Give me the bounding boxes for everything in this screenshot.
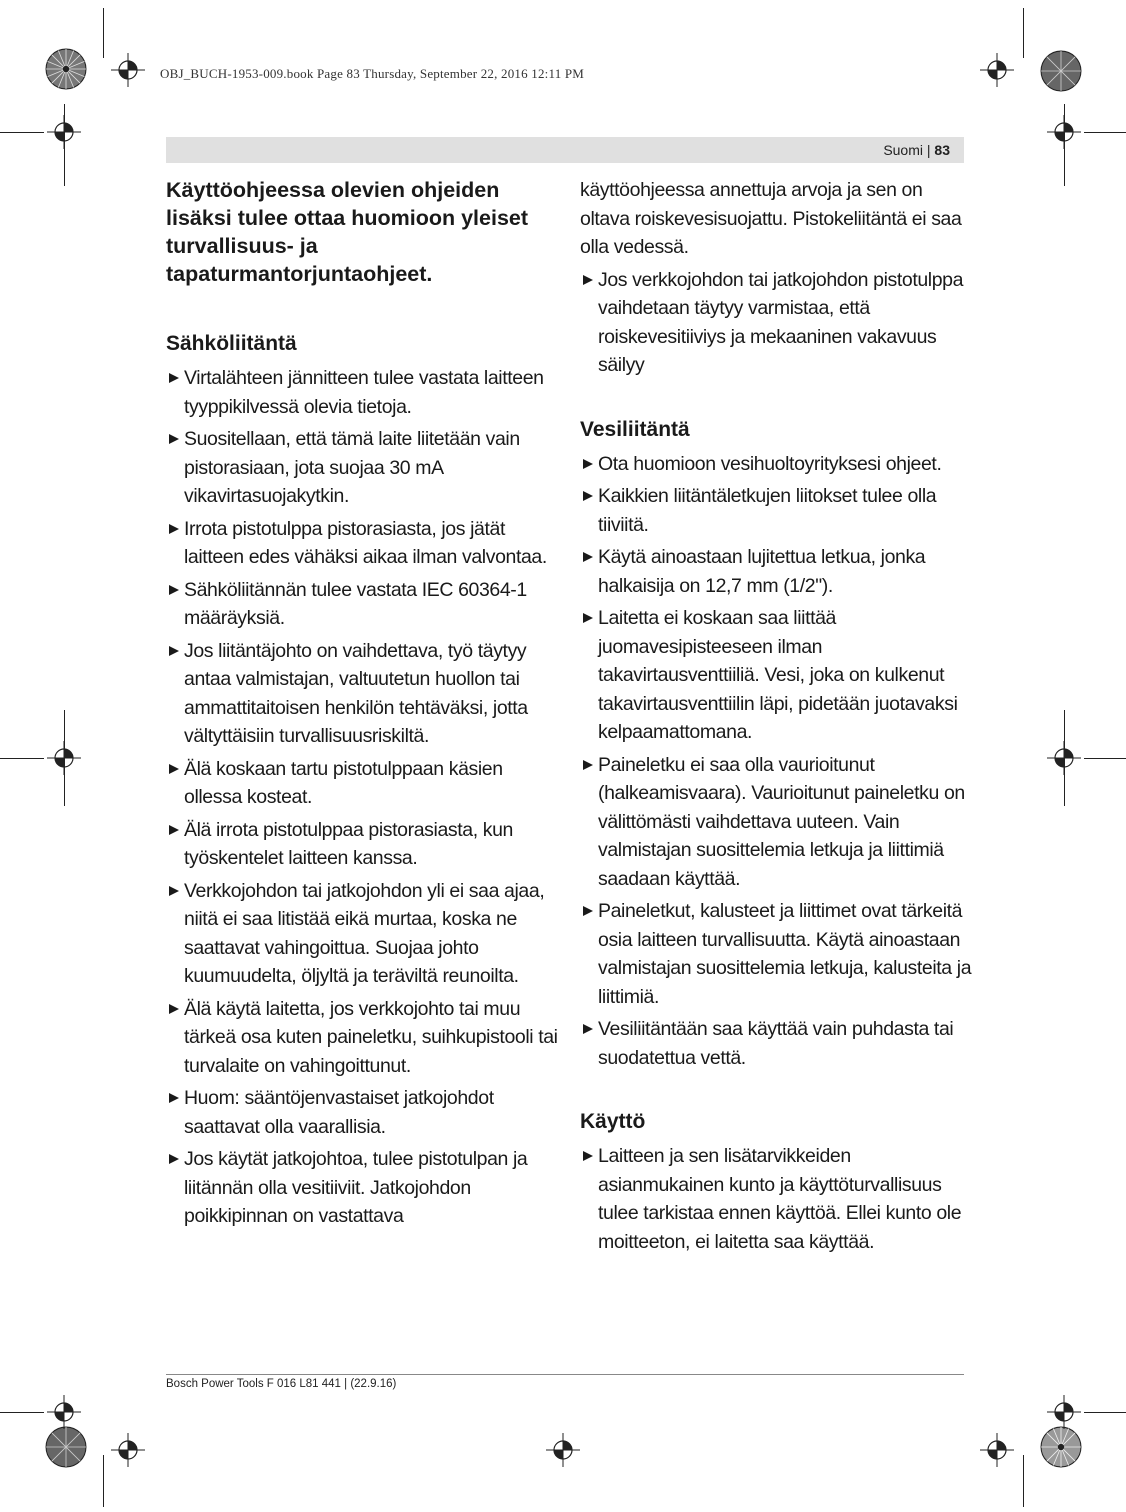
list-item: Älä irrota pistotulppaa pistorasiasta, kun työskentelet laitteen kanssa.: [166, 816, 558, 873]
registration-mark-top-left: [111, 53, 145, 87]
list-item: Huom: sääntöjenvastaiset jatkojohdot saattavat olla vaarallisia.: [166, 1084, 558, 1141]
list-item: Älä koskaan tartu pistotulppaan käsien ollessa kosteat.: [166, 755, 558, 812]
registration-mark-bottom-right: [980, 1433, 1014, 1467]
header-separator: |: [923, 142, 935, 158]
list-item: Jos käytät jatkojohtoa, tulee pistotulpan ja liitännän olla vesitiiviit. Jatkojohdon poikkipinnan on vastattava: [166, 1145, 558, 1231]
registration-mark-bottom-center: [546, 1433, 580, 1467]
electrical-list: [166, 364, 558, 1231]
list-item: Kaikkien liitäntäletkujen liitokset tulee olla tiiviitä.: [580, 482, 972, 539]
list-item: Verkkojohdon tai jatkojohdon yli ei saa ajaa, niitä ei saa litistää eikä murtaa, koska ne saattavat vahingoittua. Suojaa johto kuumuudelta, öljyltä ja teräviltä reunoilta.: [166, 877, 558, 991]
color-target-bottom-left: [45, 1426, 87, 1468]
registration-mark-left-middle: [47, 741, 81, 775]
list-item: Älä käytä laitetta, jos verkkojohto tai muu tärkeä osa kuten paineletku, suihkupistooli tai turvalaite on vahingoittunut.: [166, 995, 558, 1081]
registration-mark-left-upper: [47, 115, 81, 149]
registration-mark-right-middle: [1047, 741, 1081, 775]
running-header: [166, 137, 964, 163]
list-item: Paineletku ei saa olla vaurioitunut (halkeamisvaara). Vaurioitunut paineletku on välittömästi vaihdettava uuteen. Vain valmistajan suosittelemia letkuja ja liittimiä saadaan käyttää.: [580, 751, 972, 894]
page-label: [883, 142, 950, 158]
registration-mark-left-lower: [47, 1395, 81, 1429]
registration-mark-bottom-left: [111, 1433, 145, 1467]
language-label: Suomi: [883, 142, 923, 158]
section-title-electrical: Sähköliitäntä: [166, 332, 297, 355]
color-target-top-right: [1040, 50, 1082, 92]
list-item: Ota huomioon vesihuoltoyrityksesi ohjeet.: [580, 450, 972, 479]
list-item: Vesiliitäntään saa käyttää vain puhdasta tai suodatettua vettä.: [580, 1015, 972, 1072]
right-column: [580, 176, 972, 1260]
list-item: Laitteen ja sen lisätarvikkeiden asianmukainen kunto ja käyttöturvallisuus tulee tarkistaa ennen käyttöä. Ellei kunto ole moitteeton, ei laitetta saa käyttää.: [580, 1142, 972, 1256]
list-item: Jos liitäntäjohto on vaihdettava, työ täytyy antaa valmistajan, valtuutetun huollon tai ammattitaitoisen henkilön tehtäväksi, jotta vältyttäisiin turvallisuusriskiltä.: [166, 637, 558, 751]
list-item: Sähköliitännän tulee vastata IEC 60364-1 määräyksiä.: [166, 576, 558, 633]
list-item: Virtalähteen jännitteen tulee vastata laitteen tyyppikilvessä olevia tietoja.: [166, 364, 558, 421]
continued-text: käyttöohjeessa annettuja arvoja ja sen on oltava roiskevesisuojattu. Pistokeliitäntä ei saa olla vedessä.: [580, 179, 962, 258]
registration-mark-right-upper: [1047, 115, 1081, 149]
list-item: Laitetta ei koskaan saa liittää juomavesipisteeseen ilman takavirtausventtiiliä. Vesi, joka on kulkenut takavirtausventtiilin läpi, pidetään juotavaksi kelpaamattomana.: [580, 604, 972, 747]
section-title-water: Vesiliitäntä: [580, 417, 690, 441]
page-number: 83: [934, 142, 950, 158]
registration-mark-top-right: [980, 53, 1014, 87]
water-list: [580, 450, 972, 1073]
footer-text: Bosch Power Tools F 016 L81 441 | (22.9.16): [166, 1378, 397, 1390]
print-slug: OBJ_BUCH-1953-009.book Page 83 Thursday, September 22, 2016 12:11 PM: [160, 66, 585, 81]
section-title-use: Käyttö: [580, 1110, 646, 1133]
registration-mark-right-lower: [1047, 1395, 1081, 1429]
list-item: Irrota pistotulppa pistorasiasta, jos jätät laitteen edes vähäksi aikaa ilman valvontaa.: [166, 515, 558, 572]
list-item: Paineletkut, kalusteet ja liittimet ovat tärkeitä osia laitteen turvallisuutta. Käytä ainoastaan valmistajan suosittelemia letkuja, kalusteita ja liittimiä.: [580, 897, 972, 1011]
footer-rule: [166, 1374, 964, 1375]
intro-note: Käyttöohjeessa olevien ohjeiden lisäksi tulee ottaa huomioon yleiset turvallisuus- ja tapaturmantorjuntaohjeet.: [166, 178, 529, 286]
color-target-top-left: [45, 48, 87, 90]
list-item: Käytä ainoastaan lujitettua letkua, jonka halkaisija on 12,7 mm (1/2").: [580, 543, 972, 600]
use-list: [580, 1142, 972, 1256]
color-target-bottom-right: [1040, 1426, 1082, 1468]
electrical-list-continued: [580, 266, 972, 380]
left-column: [166, 176, 558, 1235]
list-item: Jos verkkojohdon tai jatkojohdon pistotulppa vaihdetaan täytyy varmistaa, että roiskevesitiiviys ja mekaaninen vakavuus säilyy: [580, 266, 972, 380]
list-item: Suositellaan, että tämä laite liitetään vain pistorasiaan, jota suojaa 30 mA vikavirtasuojakytkin.: [166, 425, 558, 511]
